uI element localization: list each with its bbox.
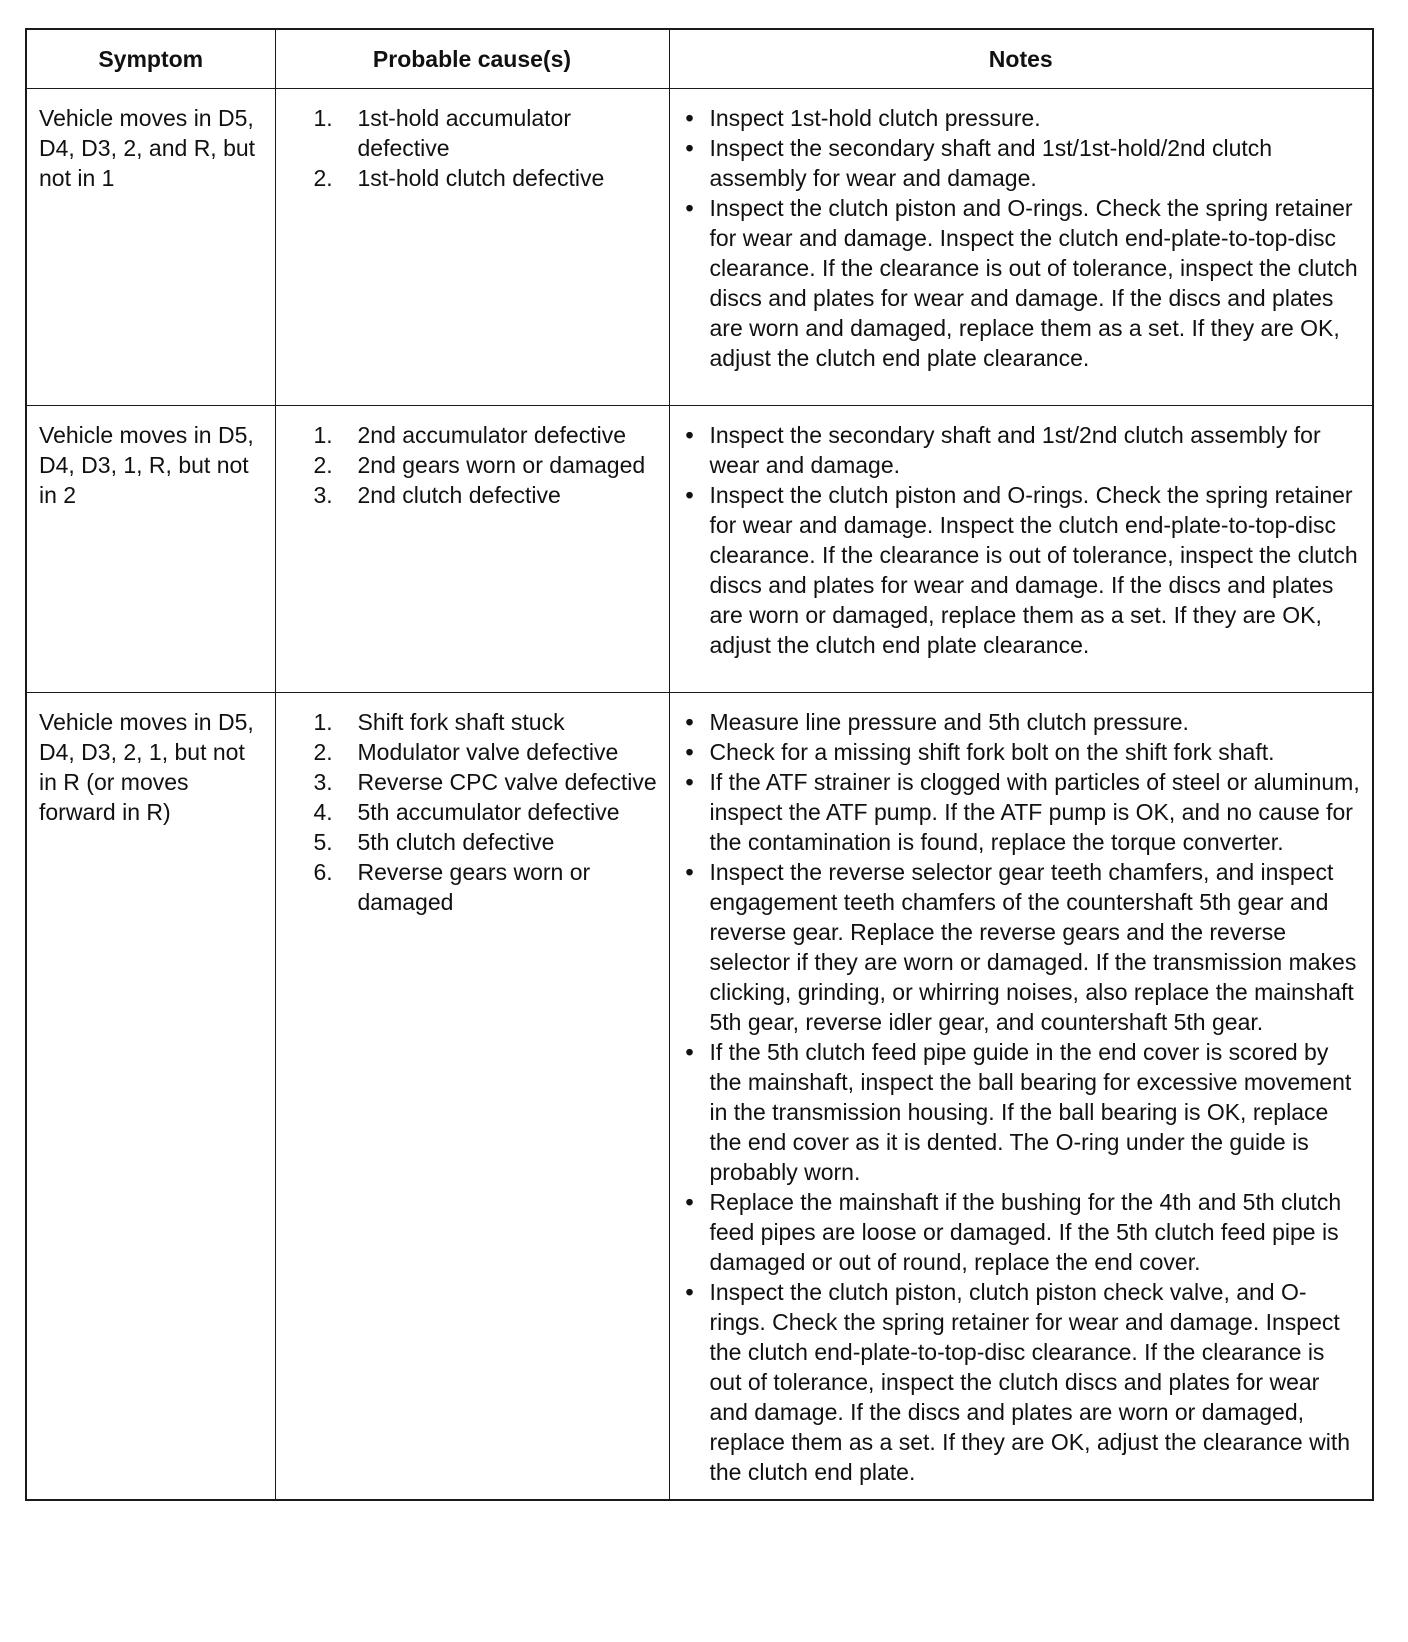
note-item	[684, 480, 1361, 660]
bullet-icon: •	[685, 739, 694, 765]
cause-item	[314, 420, 659, 450]
bullet-icon: •	[685, 1279, 694, 1305]
header-notes: Notes	[669, 29, 1373, 89]
symptom-cell: Vehicle moves in D5, D4, D3, 2, 1, but not in R (or moves forward in R)	[26, 693, 275, 1501]
bullet-icon: •	[685, 482, 694, 508]
note-list	[684, 103, 1361, 373]
cause-text: 5th accumulator defective	[357, 799, 620, 825]
cause-number: 1.	[313, 105, 333, 131]
bullet-icon: •	[685, 769, 694, 795]
table-row	[26, 406, 1373, 693]
note-text: Inspect the clutch piston and O-rings. Check the spring retainer for wear and damage. Inspect the clutch end-plate-to-top-disc clearance. If the clearance is out of tolerance, inspect the clutch discs and plates for wear and damage. If the discs and plates are worn or damaged, replace them as a set. If they are OK, adjust the clutch end plate clearance.	[709, 482, 1358, 658]
cause-number: 5.	[313, 829, 333, 855]
note-item	[684, 1037, 1361, 1187]
bullet-icon: •	[685, 135, 694, 161]
note-item	[684, 767, 1361, 857]
note-text: Inspect 1st-hold clutch pressure.	[709, 105, 1041, 131]
cause-number: 4.	[313, 799, 333, 825]
bullet-icon: •	[685, 422, 694, 448]
note-text: Inspect the secondary shaft and 1st/2nd clutch assembly for wear and damage.	[709, 422, 1321, 478]
cause-number: 1.	[313, 422, 333, 448]
cause-text: Reverse CPC valve defective	[357, 769, 657, 795]
header-probable-cause: Probable cause(s)	[275, 29, 669, 89]
note-text: If the ATF strainer is clogged with particles of steel or aluminum, inspect the ATF pump. If the ATF pump is OK, and no cause for the contamination is found, replace the torque converter.	[709, 769, 1360, 855]
bullet-icon: •	[685, 195, 694, 221]
notes-cell	[669, 406, 1373, 693]
cause-number: 1.	[313, 709, 333, 735]
cause-cell	[275, 406, 669, 693]
cause-text: 1st-hold clutch defective	[357, 165, 605, 191]
header-row	[26, 29, 1373, 89]
cause-item	[314, 707, 659, 737]
cause-item	[314, 827, 659, 857]
note-item	[684, 857, 1361, 1037]
cause-list	[314, 707, 659, 917]
cause-item	[314, 797, 659, 827]
bullet-icon: •	[685, 859, 694, 885]
note-text: Inspect the clutch piston and O-rings. Check the spring retainer for wear and damage. Inspect the clutch end-plate-to-top-disc clearance. If the clearance is out of tolerance, inspect the clutch discs and plates for wear and damage. If the discs and plates are worn and damaged, replace them as a set. If they are OK, adjust the clutch end plate clearance.	[709, 195, 1358, 371]
cause-text: 1st-hold accumulator defective	[357, 105, 571, 161]
cause-item	[314, 103, 659, 163]
note-list	[684, 707, 1361, 1487]
notes-cell	[669, 89, 1373, 406]
note-text: Check for a missing shift fork bolt on the shift fork shaft.	[709, 739, 1275, 765]
symptom-cell: Vehicle moves in D5, D4, D3, 1, R, but not in 2	[26, 406, 275, 693]
cause-number: 2.	[313, 165, 333, 191]
cause-text: Reverse gears worn or damaged	[357, 859, 591, 915]
note-text: Replace the mainshaft if the bushing for the 4th and 5th clutch feed pipes are loose or damaged. If the 5th clutch feed pipe is damaged or out of round, replace the end cover.	[709, 1189, 1342, 1275]
cause-number: 3.	[313, 769, 333, 795]
note-item	[684, 707, 1361, 737]
symptom-cell: Vehicle moves in D5, D4, D3, 2, and R, but not in 1	[26, 89, 275, 406]
table-row	[26, 89, 1373, 406]
cause-number: 2.	[313, 452, 333, 478]
note-list	[684, 420, 1361, 660]
bullet-icon: •	[685, 1039, 694, 1065]
bullet-icon: •	[685, 1189, 694, 1215]
note-text: Inspect the reverse selector gear teeth chamfers, and inspect engagement teeth chamfers of the countershaft 5th gear and reverse gear. Replace the reverse gears and the reverse selector if they are worn or damaged. If the transmission makes clicking, grinding, or whirring noises, also replace the mainshaft 5th gear, reverse idler gear, and countershaft 5th gear.	[709, 859, 1357, 1035]
cause-cell	[275, 89, 669, 406]
cause-cell	[275, 693, 669, 1501]
cause-item	[314, 857, 659, 917]
note-text: Measure line pressure and 5th clutch pressure.	[709, 709, 1189, 735]
troubleshooting-table	[25, 28, 1374, 1501]
bullet-icon: •	[685, 709, 694, 735]
header-symptom: Symptom	[26, 29, 275, 89]
cause-text: 5th clutch defective	[357, 829, 555, 855]
cause-item	[314, 163, 659, 193]
cause-number: 6.	[313, 859, 333, 885]
note-item	[684, 737, 1361, 767]
cause-text: 2nd clutch defective	[357, 482, 561, 508]
note-item	[684, 420, 1361, 480]
table-row	[26, 693, 1373, 1501]
note-item	[684, 1187, 1361, 1277]
cause-list	[314, 103, 659, 193]
note-text: If the 5th clutch feed pipe guide in the end cover is scored by the mainshaft, inspect the ball bearing for excessive movement in the transmission housing. If the ball bearing is OK, replace the end cover as it is dented. The O-ring under the guide is probably worn.	[709, 1039, 1352, 1185]
cause-text: Modulator valve defective	[357, 739, 619, 765]
cause-text: 2nd gears worn or damaged	[357, 452, 646, 478]
cause-number: 2.	[313, 739, 333, 765]
note-item	[684, 193, 1361, 373]
cause-item	[314, 480, 659, 510]
note-item	[684, 103, 1361, 133]
cause-item	[314, 450, 659, 480]
bullet-icon: •	[685, 105, 694, 131]
note-item	[684, 133, 1361, 193]
cause-number: 3.	[313, 482, 333, 508]
note-item	[684, 1277, 1361, 1487]
cause-item	[314, 737, 659, 767]
cause-item	[314, 767, 659, 797]
cause-list	[314, 420, 659, 510]
cause-text: 2nd accumulator defective	[357, 422, 626, 448]
note-text: Inspect the clutch piston, clutch piston check valve, and O-rings. Check the spring retainer for wear and damage. Inspect the clutch end-plate-to-top-disc clearance. If the clearance is out of tolerance, inspect the clutch discs and plates for wear and damage. If the discs and plates are worn or damaged, replace them as a set. If they are OK, adjust the clearance with the clutch end plate.	[709, 1279, 1350, 1485]
cause-text: Shift fork shaft stuck	[357, 709, 565, 735]
notes-cell	[669, 693, 1373, 1501]
note-text: Inspect the secondary shaft and 1st/1st-hold/2nd clutch assembly for wear and damage.	[709, 135, 1273, 191]
